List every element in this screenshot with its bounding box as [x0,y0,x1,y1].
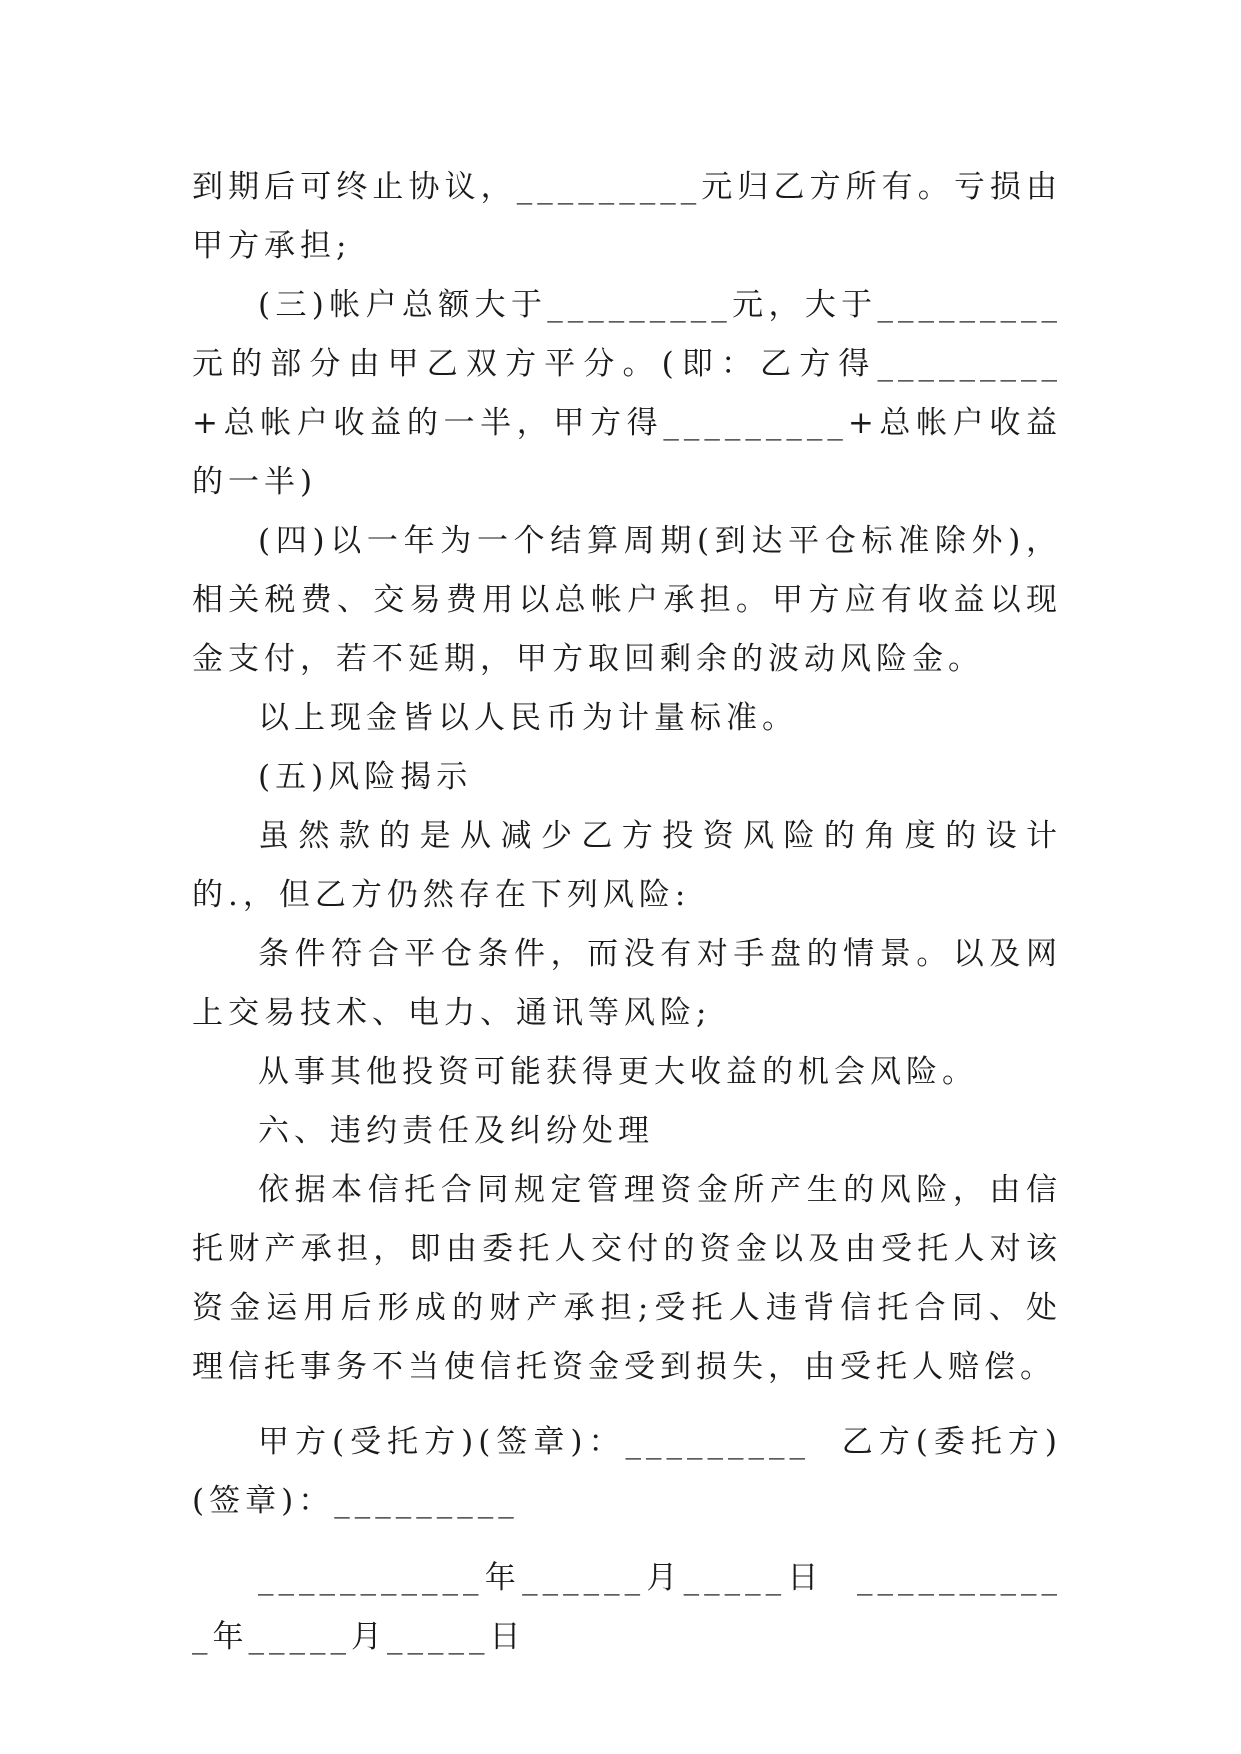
date-line: ___________年______月_____日 ___________年_____月_____日 [192,1560,1062,1655]
document-body [192,158,1062,1667]
paragraph-3: (四)以一年为一个结算周期(到达平仓标准除外)，相关税费、交易费用以总帐户承担。甲方应有收益以现金支付，若不延期，甲方取回剩余的波动风险金。 [192,523,1062,677]
paragraph-1: 到期后可终止协议，_________元归乙方所有。亏损由甲方承担; [192,169,1062,264]
paragraph-8: 从事其他投资可能获得更大收益的机会风险。 [258,1054,978,1090]
paragraph-6: 虽然款的是从减少乙方投资风险的角度的设计的.，但乙方仍然存在下列风险: [192,818,1062,913]
paragraph-2: (三)帐户总额大于_________元，大于_________元的部分由甲乙双方平分。(即：乙方得_________+总帐户收益的一半，甲方得_________+总帐户收益的一半) [192,287,1062,500]
section-heading-breach: 六、违约责任及纠纷处理 [258,1113,654,1149]
paragraph-5: (五)风险揭示 [258,759,473,795]
paragraph-7: 条件符合平仓条件，而没有对手盘的情景。以及网上交易技术、电力、通讯等风险; [192,936,1062,1031]
signature-line: 甲方(受托方)(签章)：_________ 乙方(委托方)(签章)：_________ [192,1424,1062,1519]
paragraph-4: 以上现金皆以人民币为计量标准。 [258,700,798,736]
paragraph-10: 依据本信托合同规定管理资金所产生的风险，由信托财产承担，即由委托人交付的资金以及由受托人对该资金运用后形成的财产承担;受托人违背信托合同、处理信托事务不当使信托资金受到损失，由受托人赔偿。 [192,1172,1062,1385]
